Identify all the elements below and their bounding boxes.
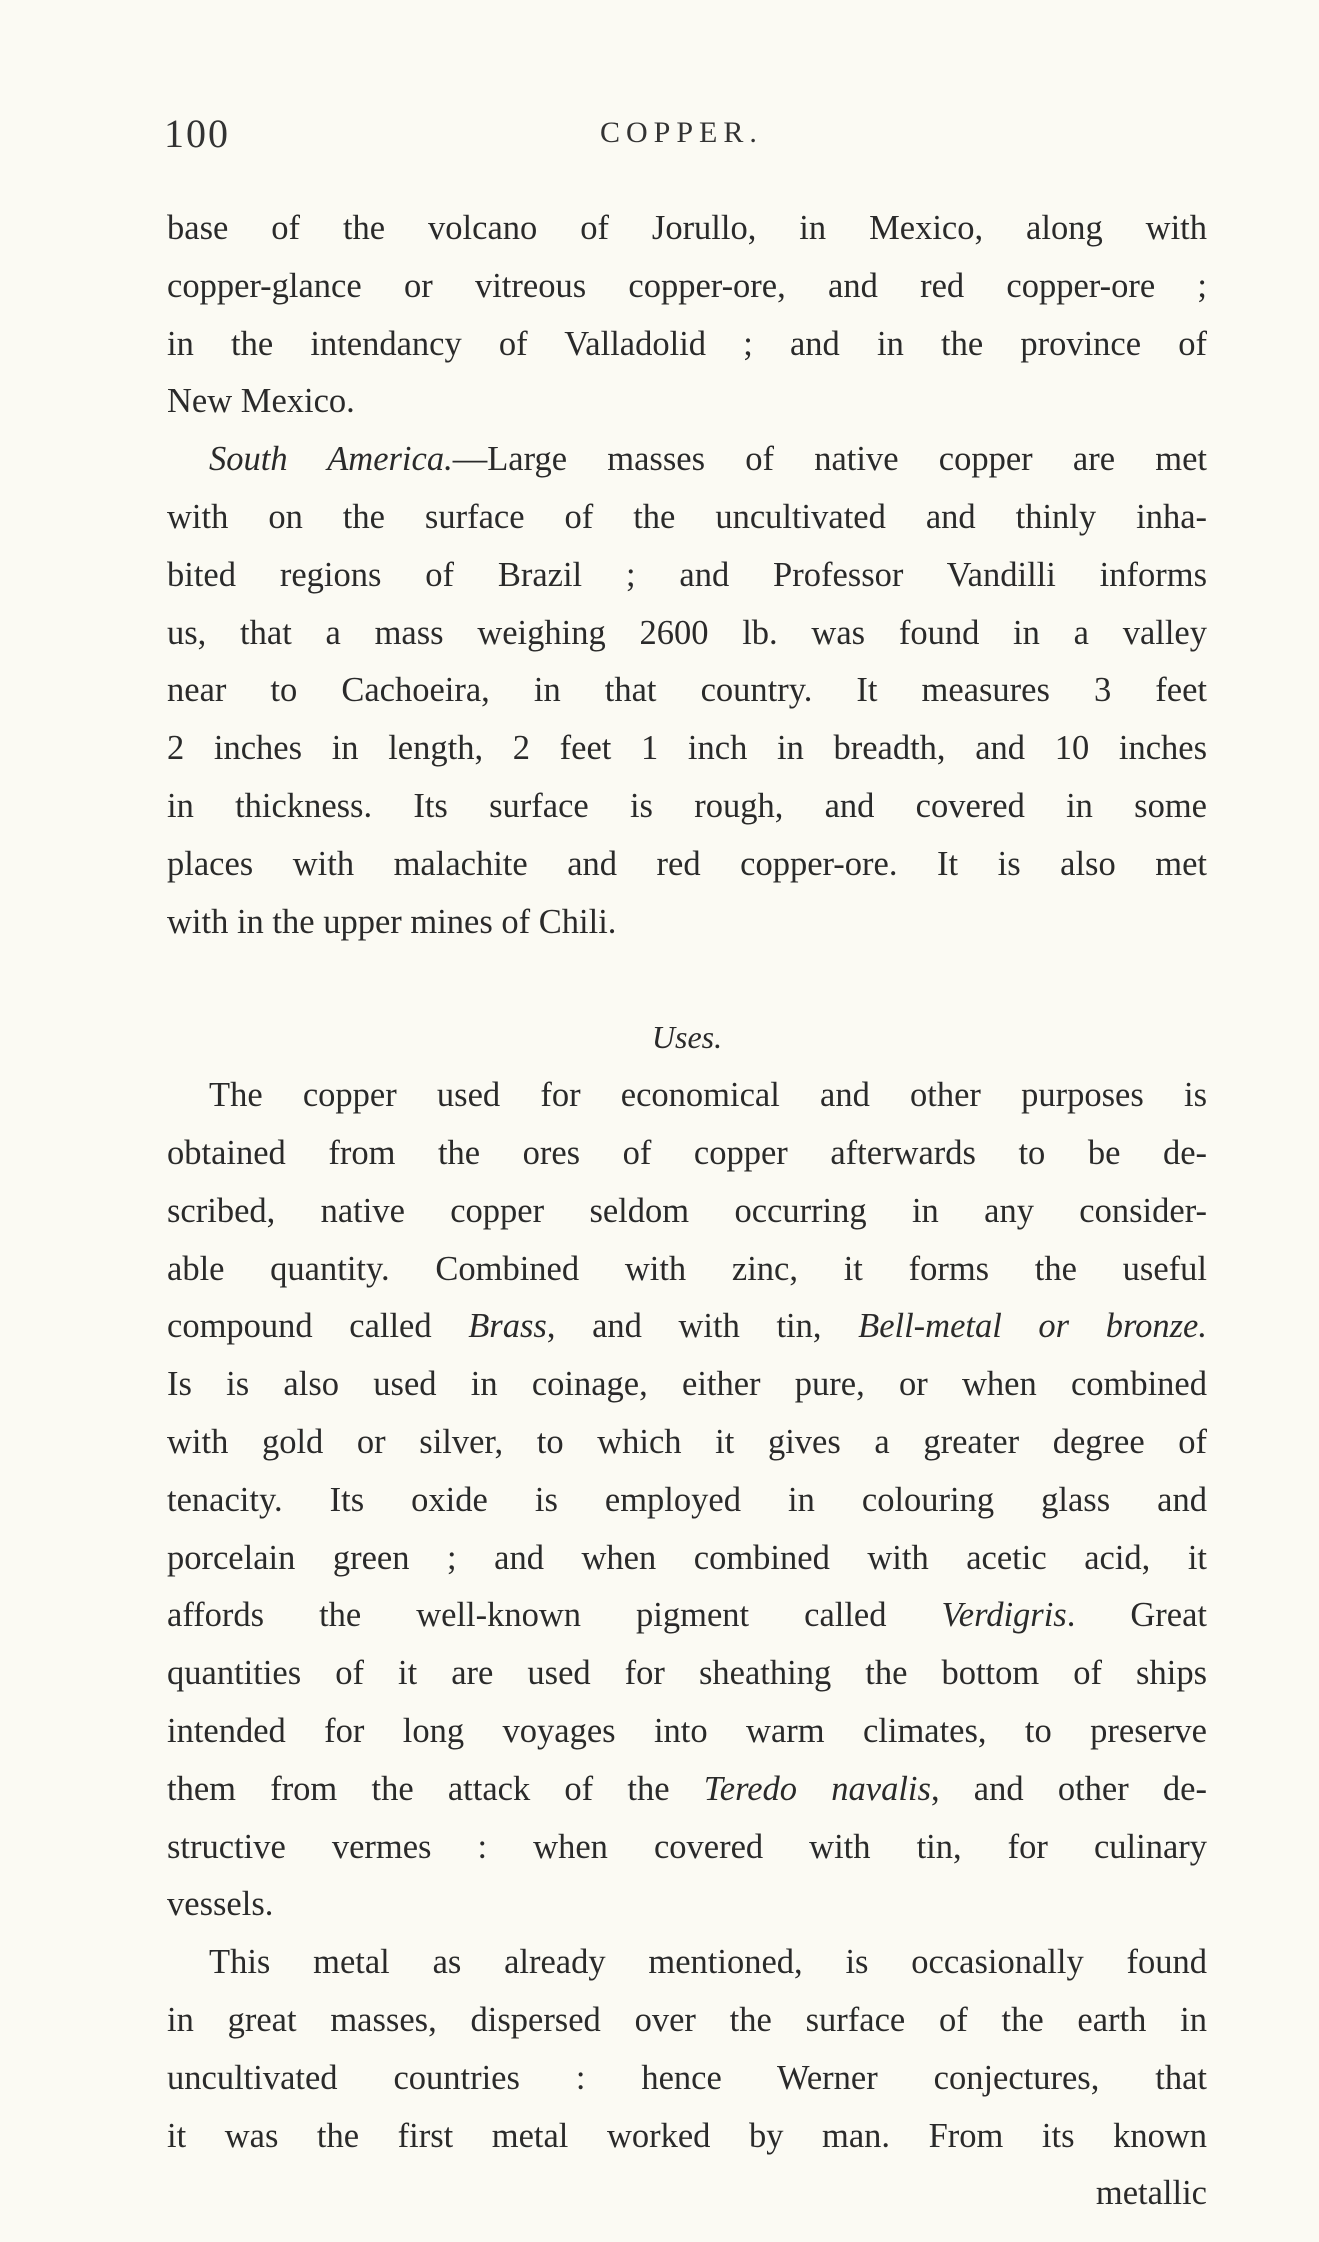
text-line: This metal as already mentioned, is occasionally found [209,1943,1207,1982]
term-verdigris: Verdigris [941,1596,1067,1635]
text-line: with gold or silver, to which it gives a greater degree of [167,1422,1207,1461]
text-line: in thickness. Its surface is rough, and covered in some [167,786,1207,825]
text-run: compound called [167,1307,469,1346]
paragraph-werner [167,1934,1207,2165]
running-head: COPPER. [600,116,763,149]
term-bell-metal: Bell-metal or bronze. [858,1307,1207,1346]
page-body [167,200,1207,2223]
text-line [167,431,1207,489]
text-line: scribed, native copper seldom occurring in any consider- [167,1191,1207,1230]
text-line: The copper used for economical and other purposes is [209,1076,1207,1115]
text-line: bited regions of Brazil ; and Professor Vandilli informs [167,555,1207,594]
text-line [167,1587,1207,1645]
page-number: 100 [164,111,230,156]
paragraph-south-america [167,431,1207,951]
section-gap [167,951,1207,1009]
text-line [167,1298,1207,1356]
text-line: vessels. [167,1885,274,1924]
text-line: structive vermes : when covered with tin, for culinary [167,1827,1207,1866]
section-heading-uses: Uses. [651,1019,723,1056]
text-run: them from the attack of the [167,1769,704,1808]
text-line: New Mexico. [167,382,355,421]
text-line: obtained from the ores of copper afterwards to be de- [167,1133,1207,1172]
text-run: . Great [1066,1596,1207,1635]
text-line: with on the surface of the uncultivated and thinly inha- [167,497,1207,536]
text-line: in the intendancy of Valladolid ; and in the province of [167,324,1207,363]
text-run: —Large masses of native copper are met [452,440,1207,479]
text-line: 2 inches in length, 2 feet 1 inch in breadth, and 10 inches [167,729,1207,768]
text-line: with in the upper mines of Chili. [167,902,617,941]
text-line: Is is also used in coinage, either pure, or when combined [167,1365,1207,1404]
text-line: in great masses, dispersed over the surface of the earth in [167,2000,1207,2039]
catchword: metallic [1095,2174,1207,2213]
text-line: porcelain green ; and when combined with acetic acid, it [167,1538,1207,1577]
text-line: able quantity. Combined with zinc, it forms the useful [167,1249,1207,1288]
text-line: it was the first metal worked by man. From its known [167,2116,1207,2155]
text-line: places with malachite and red copper-ore. It is also met [167,844,1207,883]
text-run: , and other de- [930,1769,1207,1808]
text-line: base of the volcano of Jorullo, in Mexico, along with [167,209,1207,247]
text-line: intended for long voyages into warm climates, to preserve [167,1711,1207,1750]
text-line: us, that a mass weighing 2600 lb. was found in a valley [167,613,1207,652]
term-brass: Brass [468,1307,547,1346]
page-header [164,110,1209,170]
section-lead-south-america: South America. [209,440,453,479]
text-line: tenacity. Its oxide is employed in colouring glass and [167,1480,1207,1519]
text-run: affords the well-known pigment called [167,1596,942,1635]
text-line: quantities of it are used for sheathing the bottom of ships [167,1654,1207,1693]
paragraph-mexico [167,200,1207,431]
text-line: uncultivated countries : hence Werner conjectures, that [167,2058,1207,2097]
text-line: copper-glance or vitreous copper-ore, and red copper-ore ; [167,266,1207,305]
text-line [167,1761,1207,1819]
text-line: near to Cachoeira, in that country. It measures 3 feet [167,671,1207,710]
term-teredo-navalis: Teredo navalis [703,1769,931,1808]
text-run: , and with tin, [546,1307,859,1346]
paragraph-uses [167,1067,1207,1934]
